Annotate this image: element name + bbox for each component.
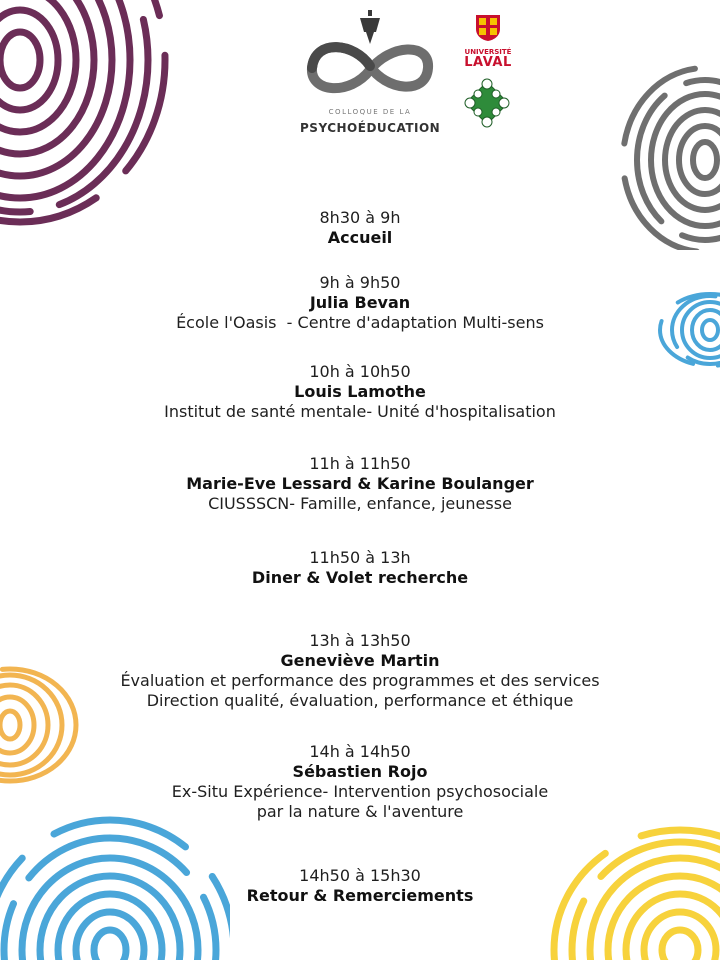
program-entry-julia-bevan: [0, 273, 720, 333]
session-time: 13h à 13h50: [309, 631, 411, 650]
speaker-organization: École l'Oasis - Centre d'adaptation Multi-sens: [176, 313, 544, 332]
speaker-name: Marie-Eve Lessard & Karine Boulanger: [186, 474, 534, 493]
session-title: Diner & Volet recherche: [251, 568, 469, 587]
fingerprint-purple: [0, 0, 190, 230]
program-entry-genevieve-martin: [0, 631, 720, 711]
session-title: Accueil: [327, 228, 393, 247]
colloque-subtitle: COLLOQUE DE LA: [328, 108, 412, 116]
speaker-organization: Direction qualité, évaluation, performance et éthique: [146, 691, 574, 710]
program-entry-accueil: [0, 208, 720, 248]
session-time: 14h50 à 15h30: [299, 866, 421, 885]
speaker-name: Louis Lamothe: [294, 382, 426, 401]
session-time: 9h à 9h50: [319, 273, 401, 292]
speaker-organization: Évaluation et performance des programmes et des services: [120, 671, 600, 690]
session-time: 11h à 11h50: [309, 454, 411, 473]
session-title: Retour & Remerciements: [246, 886, 474, 905]
program-entry-sebastien-rojo: [0, 742, 720, 822]
laval-name-label: LAVAL: [464, 55, 512, 70]
colloque-logo: [300, 8, 440, 138]
speaker-organization: Institut de santé mentale- Unité d'hospitalisation: [164, 402, 556, 421]
session-time: 14h à 14h50: [309, 742, 411, 761]
speaker-name: Julia Bevan: [309, 293, 411, 312]
laval-shield-icon: [475, 14, 501, 42]
speaker-organization: Ex-Situ Expérience- Intervention psychosociale: [171, 782, 549, 801]
speaker-organization: CIUSSSCN- Famille, enfance, jeunesse: [208, 494, 512, 513]
program-entry-lessard-boulanger: [0, 454, 720, 514]
program-entry-diner: [0, 548, 720, 588]
infinity-logo-icon: [300, 8, 440, 108]
colloque-title: PSYCHOÉDUCATION: [300, 121, 441, 135]
program-entry-retour: [0, 866, 720, 906]
session-time: 11h50 à 13h: [309, 548, 411, 567]
speaker-name: Geneviève Martin: [280, 651, 440, 670]
association-emblem-icon: [462, 78, 512, 128]
session-time: 10h à 10h50: [309, 362, 411, 381]
speaker-name: Sébastien Rojo: [292, 762, 428, 781]
program-entry-louis-lamothe: [0, 362, 720, 422]
universite-laval-logo: [462, 14, 514, 69]
speaker-organization: par la nature & l'aventure: [256, 802, 464, 821]
laval-university-label: UNIVERSITÉ: [464, 48, 512, 56]
session-time: 8h30 à 9h: [319, 208, 401, 227]
